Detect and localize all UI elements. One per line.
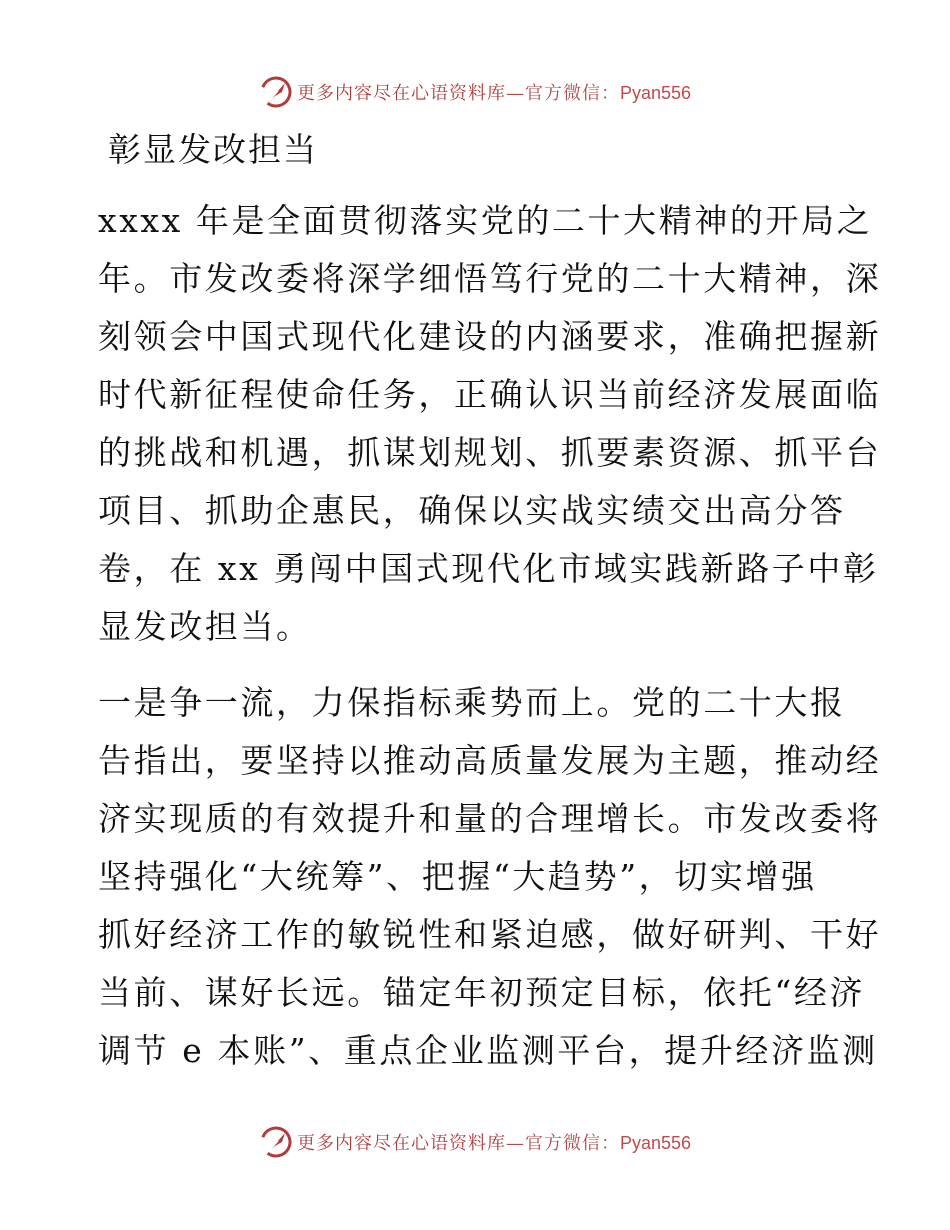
footer-watermark [0,1122,950,1162]
text-line: 项目、抓助企惠民，确保以实战实绩交出高分答 [98,491,846,530]
text-line: 年。市发改委将深学细悟笃行党的二十大精神，深 [98,259,882,298]
text-line: 济实现质的有效提升和量的合理增长。市发改委将 [98,799,882,838]
paragraph-1 [98,192,882,656]
text-line: 抓好经济工作的敏锐性和紧迫感，做好研判、干好 [98,915,882,954]
text-line: 的挑战和机遇，抓谋划规划、抓要素资源、抓平台 [98,433,882,472]
quill-logo-icon [259,75,293,109]
text-line: 一是争一流，力保指标乘势而上。党的二十大报 [98,683,846,722]
section-heading: 彰显发改担当 [108,130,318,169]
text-line: 当前、谋好长远。锚定年初预定目标，依托“经济 [98,973,866,1012]
text-line: 卷，在 xx 勇闯中国式现代化市域实践新路子中彰 [98,549,879,588]
watermark-text: 更多内容尽在心语资料库—官方微信：Pyan556 [296,83,692,104]
text-line: xxxx 年是全面贯彻落实党的二十大精神的开局之 [98,201,873,240]
text-line: 显发改担当。 [98,607,312,646]
text-line: 刻领会中国式现代化建设的内涵要求，准确把握新 [98,317,882,356]
wechat-handle: Pyan556 [619,1133,692,1153]
header-watermark [0,72,950,112]
text-line: 调节 e 本账”、重点企业监测平台，提升经济监测 [98,1031,878,1070]
text-line: 告指出，要坚持以推动高质量发展为主题，推动经 [98,741,882,780]
wechat-handle: Pyan556 [619,83,692,103]
watermark-text: 更多内容尽在心语资料库—官方微信：Pyan556 [296,1133,692,1154]
text-line: 坚持强化“大统筹”、把握“大趋势”，切实增强 [98,857,817,896]
quill-logo-icon [259,1125,293,1159]
paragraph-2 [98,674,882,1080]
text-line: 时代新征程使命任务，正确认识当前经济发展面临 [98,375,882,414]
